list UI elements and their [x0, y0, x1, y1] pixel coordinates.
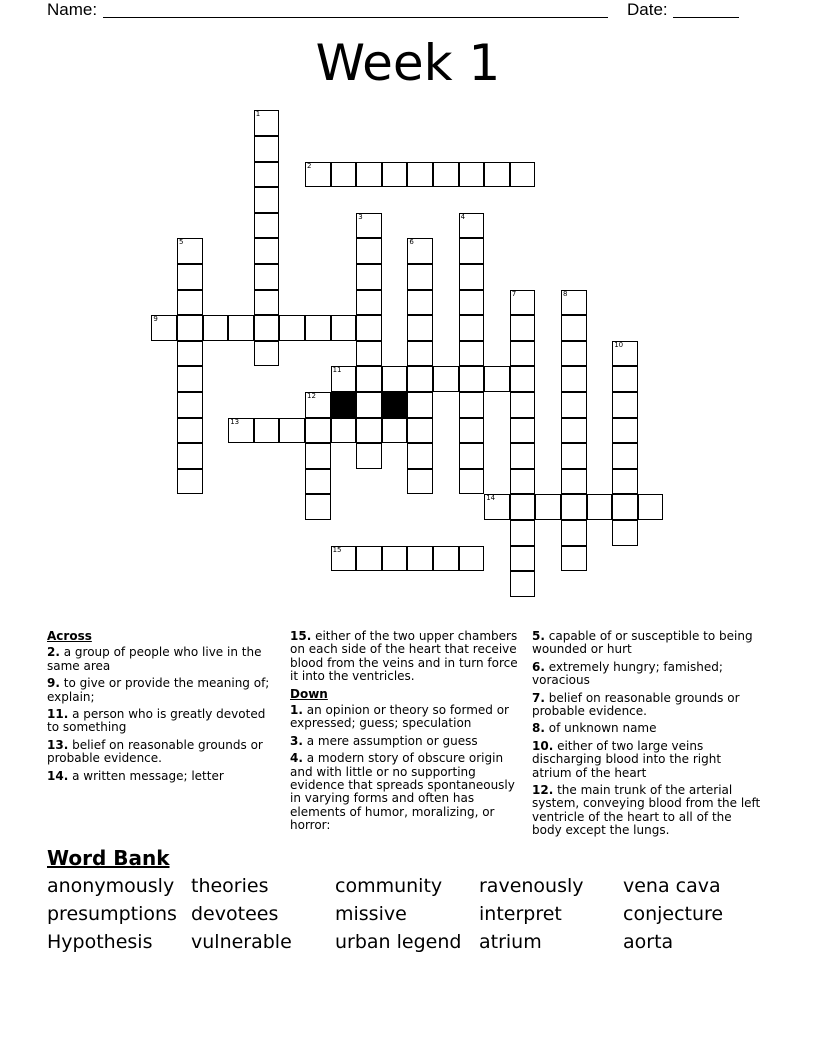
clues-column-2	[290, 630, 522, 837]
crossword-cell[interactable]	[561, 546, 587, 572]
word-bank-item: presumptions	[47, 903, 177, 925]
clue-number: 6	[409, 238, 414, 247]
clue-number: 3	[358, 212, 363, 221]
crossword-cell[interactable]	[177, 418, 203, 444]
crossword-cell[interactable]	[254, 238, 280, 264]
crossword-cell[interactable]	[254, 136, 280, 162]
clue-text: a person who is greatly devoted to something	[47, 707, 266, 735]
crossword-cell[interactable]	[151, 315, 177, 341]
crossword-cell[interactable]	[177, 341, 203, 367]
crossword-cell[interactable]	[612, 443, 638, 469]
crossword-cell[interactable]	[510, 443, 536, 469]
crossword-black-cell	[382, 392, 408, 418]
crossword-cell[interactable]	[279, 315, 305, 341]
word-bank-item: urban legend	[335, 931, 462, 953]
clue-item	[47, 708, 279, 735]
clue-text: an opinion or theory so formed or expressed; guess; speculation	[290, 703, 509, 731]
clue-number: 10.	[532, 738, 554, 753]
crossword-cell[interactable]	[561, 315, 587, 341]
clue-number: 4	[460, 212, 466, 221]
crossword-cell[interactable]	[612, 494, 638, 520]
crossword-cell[interactable]	[177, 238, 203, 264]
crossword-cell[interactable]	[407, 546, 433, 572]
clue-text: to give or provide the meaning of; explain;	[47, 676, 270, 704]
crossword-cell[interactable]	[254, 187, 280, 213]
crossword-black-cell	[331, 392, 357, 418]
crossword-cell[interactable]	[561, 366, 587, 392]
crossword-cell[interactable]	[612, 341, 638, 367]
crossword-cell[interactable]	[638, 494, 664, 520]
crossword-cell[interactable]	[228, 418, 254, 444]
crossword-cell[interactable]	[459, 546, 485, 572]
word-bank-item: Hypothesis	[47, 931, 153, 953]
clue-text: a mere assumption or guess	[306, 733, 478, 748]
clue-item	[532, 740, 764, 780]
clue-text: extremely hungry; famished; voracious	[532, 659, 723, 688]
clue-number: 6.	[532, 659, 545, 674]
clue-number: 10	[614, 340, 624, 349]
crossword-cell[interactable]	[459, 264, 485, 290]
clue-number: 14	[486, 494, 496, 503]
clue-item	[47, 770, 279, 783]
clue-item	[47, 739, 279, 766]
crossword-cell[interactable]	[356, 238, 382, 264]
crossword-cell[interactable]	[356, 213, 382, 239]
page-title: Week 1	[315, 34, 501, 92]
crossword-cell[interactable]	[561, 494, 587, 520]
word-bank-item: vena cava	[623, 875, 721, 897]
clue-number: 8.	[532, 721, 545, 736]
word-bank-item: community	[335, 875, 443, 897]
crossword-cell[interactable]	[407, 315, 433, 341]
clue-number: 11	[332, 366, 342, 375]
crossword-cell[interactable]	[177, 290, 203, 316]
crossword-cell[interactable]	[459, 162, 485, 188]
clue-number: 5.	[532, 629, 545, 643]
clue-item	[290, 752, 522, 832]
crossword-cell[interactable]	[510, 494, 536, 520]
crossword-cell[interactable]	[305, 469, 331, 495]
clue-text: a modern story of obscure origin and with little or no supporting evidence that spreads spontaneously in varying forms and often has elements of humor, moralizing, or horror:	[290, 751, 515, 833]
clue-item	[532, 692, 764, 719]
clue-number: 9	[153, 315, 158, 324]
crossword-cell[interactable]	[382, 546, 408, 572]
crossword-cell[interactable]	[382, 418, 408, 444]
word-bank-item: interpret	[479, 903, 562, 925]
clue-number: 1.	[290, 703, 303, 718]
crossword-cell[interactable]	[254, 290, 280, 316]
crossword-cell[interactable]	[356, 366, 382, 392]
clue-item	[47, 646, 279, 673]
crossword-cell[interactable]	[356, 418, 382, 444]
crossword-cell[interactable]	[356, 290, 382, 316]
clue-item	[532, 630, 764, 657]
crossword-cell[interactable]	[510, 341, 536, 367]
clue-item	[290, 704, 522, 731]
crossword-cell[interactable]	[561, 520, 587, 546]
clue-number: 7	[511, 289, 517, 298]
crossword-cell[interactable]	[459, 315, 485, 341]
crossword-cell[interactable]	[561, 443, 587, 469]
crossword-cell[interactable]	[612, 469, 638, 495]
clue-item	[532, 661, 764, 688]
word-bank-item: theories	[191, 875, 269, 897]
word-bank-item: missive	[335, 903, 407, 925]
crossword-cell[interactable]	[254, 162, 280, 188]
word-bank-item: ravenously	[479, 875, 584, 897]
crossword-cell[interactable]	[203, 315, 229, 341]
crossword-cell[interactable]	[407, 469, 433, 495]
word-bank-item: atrium	[479, 931, 542, 953]
crossword-cell[interactable]	[459, 290, 485, 316]
crossword-cell[interactable]	[561, 290, 587, 316]
crossword-cell[interactable]	[561, 418, 587, 444]
crossword-cell[interactable]	[510, 418, 536, 444]
crossword-cell[interactable]	[407, 366, 433, 392]
clue-number: 14.	[47, 768, 69, 783]
crossword-cell[interactable]	[561, 469, 587, 495]
clue-text: capable of or susceptible to being wounded or hurt	[532, 629, 753, 657]
crossword-cell[interactable]	[612, 418, 638, 444]
clue-text: the main trunk of the arterial system, conveying blood from the left ventricle of the heart to all of the body except the lungs.	[532, 783, 761, 838]
crossword-cell[interactable]	[510, 392, 536, 418]
crossword-cell[interactable]	[510, 315, 536, 341]
crossword-cell[interactable]	[177, 315, 203, 341]
crossword-cell[interactable]	[433, 366, 459, 392]
crossword-cell[interactable]	[459, 213, 485, 239]
name-label: Name:	[47, 0, 98, 19]
crossword-cell[interactable]	[612, 392, 638, 418]
crossword-cell[interactable]	[305, 418, 331, 444]
clue-text: a group of people who live in the same area	[47, 645, 262, 673]
crossword-cell[interactable]	[407, 392, 433, 418]
crossword-cell[interactable]	[612, 366, 638, 392]
crossword-cell[interactable]	[305, 392, 331, 418]
crossword-cell[interactable]	[177, 366, 203, 392]
clue-text: belief on reasonable grounds or probable evidence.	[47, 737, 263, 766]
crossword-cell[interactable]	[484, 366, 510, 392]
clue-item	[47, 677, 279, 704]
crossword-cell[interactable]	[356, 315, 382, 341]
crossword-cell[interactable]	[356, 264, 382, 290]
clue-number: 1	[255, 110, 261, 119]
crossword-cell[interactable]	[433, 546, 459, 572]
clue-number: 11.	[47, 707, 69, 722]
down-heading: Down	[290, 686, 328, 701]
clue-number: 13.	[47, 737, 69, 752]
clue-text: either of the two upper chambers on each side of the heart that receive blood from the veins and in turn force it into the ventricles.	[290, 629, 518, 684]
crossword-cell[interactable]	[510, 469, 536, 495]
crossword-cell[interactable]	[459, 238, 485, 264]
crossword-cell[interactable]	[305, 162, 331, 188]
crossword-cell[interactable]	[510, 290, 536, 316]
crossword-cell[interactable]	[356, 341, 382, 367]
crossword-cell[interactable]	[254, 110, 280, 136]
crossword-cell[interactable]	[177, 264, 203, 290]
word-bank-item: devotees	[191, 903, 279, 925]
crossword-cell[interactable]	[305, 443, 331, 469]
crossword-cell[interactable]	[407, 418, 433, 444]
clue-number: 13	[230, 417, 240, 426]
crossword-cell[interactable]	[331, 162, 357, 188]
crossword-cell[interactable]	[587, 494, 613, 520]
crossword-cell[interactable]	[254, 418, 280, 444]
crossword-cell[interactable]	[510, 162, 536, 188]
crossword-cell[interactable]	[305, 494, 331, 520]
clue-number: 7.	[532, 690, 545, 705]
crossword-cell[interactable]	[407, 290, 433, 316]
crossword-cell[interactable]	[407, 341, 433, 367]
crossword-cell[interactable]	[612, 520, 638, 546]
crossword-cell[interactable]	[228, 315, 254, 341]
crossword-cell[interactable]	[535, 494, 561, 520]
clue-number: 9.	[47, 676, 60, 691]
crossword-cell[interactable]	[331, 546, 357, 572]
clues-column-3	[532, 630, 764, 842]
clue-number: 12.	[532, 783, 554, 798]
crossword-cell[interactable]	[459, 392, 485, 418]
crossword-cell[interactable]	[177, 469, 203, 495]
crossword-cell[interactable]	[510, 366, 536, 392]
crossword-cell[interactable]	[382, 366, 408, 392]
date-label: Date:	[627, 0, 668, 19]
crossword-cell[interactable]	[356, 443, 382, 469]
crossword-cell[interactable]	[484, 162, 510, 188]
crossword-cell[interactable]	[331, 366, 357, 392]
crossword-cell[interactable]	[459, 418, 485, 444]
word-bank-item: conjecture	[623, 903, 724, 925]
word-bank-item: vulnerable	[191, 931, 292, 953]
crossword-cell[interactable]	[331, 418, 357, 444]
crossword-cell[interactable]	[407, 238, 433, 264]
crossword-cell[interactable]	[305, 315, 331, 341]
crossword-cell[interactable]	[407, 264, 433, 290]
crossword-cell[interactable]	[356, 162, 382, 188]
clue-text: of unknown name	[548, 721, 657, 736]
crossword-cell[interactable]	[459, 366, 485, 392]
clue-item	[290, 630, 522, 684]
crossword-cell[interactable]	[382, 162, 408, 188]
clue-number: 2.	[47, 645, 60, 660]
crossword-cell[interactable]	[177, 443, 203, 469]
crossword-cell[interactable]	[510, 571, 536, 597]
crossword-cell[interactable]	[510, 546, 536, 572]
crossword-cell[interactable]	[331, 315, 357, 341]
crossword-cell[interactable]	[407, 162, 433, 188]
word-bank-item: aorta	[623, 931, 674, 953]
crossword-cell[interactable]	[433, 162, 459, 188]
clue-text: a written message; letter	[72, 768, 224, 783]
across-heading: Across	[47, 629, 92, 643]
crossword-cell[interactable]	[177, 392, 203, 418]
crossword-cell[interactable]	[561, 341, 587, 367]
crossword-cell[interactable]	[459, 443, 485, 469]
clue-number: 8	[563, 289, 568, 298]
clue-number: 5	[179, 238, 184, 247]
word-bank-item: anonymously	[47, 875, 175, 897]
clue-text: belief on reasonable grounds or probable evidence.	[532, 690, 740, 719]
clue-item	[532, 722, 764, 735]
clue-text: either of two large veins discharging blood into the right atrium of the heart	[532, 738, 722, 780]
crossword-cell[interactable]	[561, 392, 587, 418]
clue-item	[532, 784, 764, 838]
clue-number: 2	[307, 161, 312, 170]
crossword-cell[interactable]	[356, 546, 382, 572]
clue-number: 3.	[290, 733, 303, 748]
clue-number: 12	[307, 392, 316, 400]
crossword-cell[interactable]	[254, 264, 280, 290]
clue-number: 4.	[290, 751, 303, 766]
crossword-cell[interactable]	[459, 469, 485, 495]
clue-number: 15.	[290, 629, 312, 643]
crossword-cell[interactable]	[459, 341, 485, 367]
crossword-cell[interactable]	[279, 418, 305, 444]
clue-number: 15	[332, 545, 342, 554]
crossword-cell[interactable]	[254, 213, 280, 239]
crossword-cell[interactable]	[407, 443, 433, 469]
clue-item	[290, 735, 522, 748]
clues-column-1	[47, 630, 279, 787]
crossword-cell[interactable]	[254, 341, 280, 367]
crossword-cell[interactable]	[356, 392, 382, 418]
crossword-cell[interactable]	[510, 520, 536, 546]
word-bank-title: Word Bank	[47, 846, 170, 870]
crossword-cell[interactable]	[484, 494, 510, 520]
crossword-cell[interactable]	[254, 315, 280, 341]
